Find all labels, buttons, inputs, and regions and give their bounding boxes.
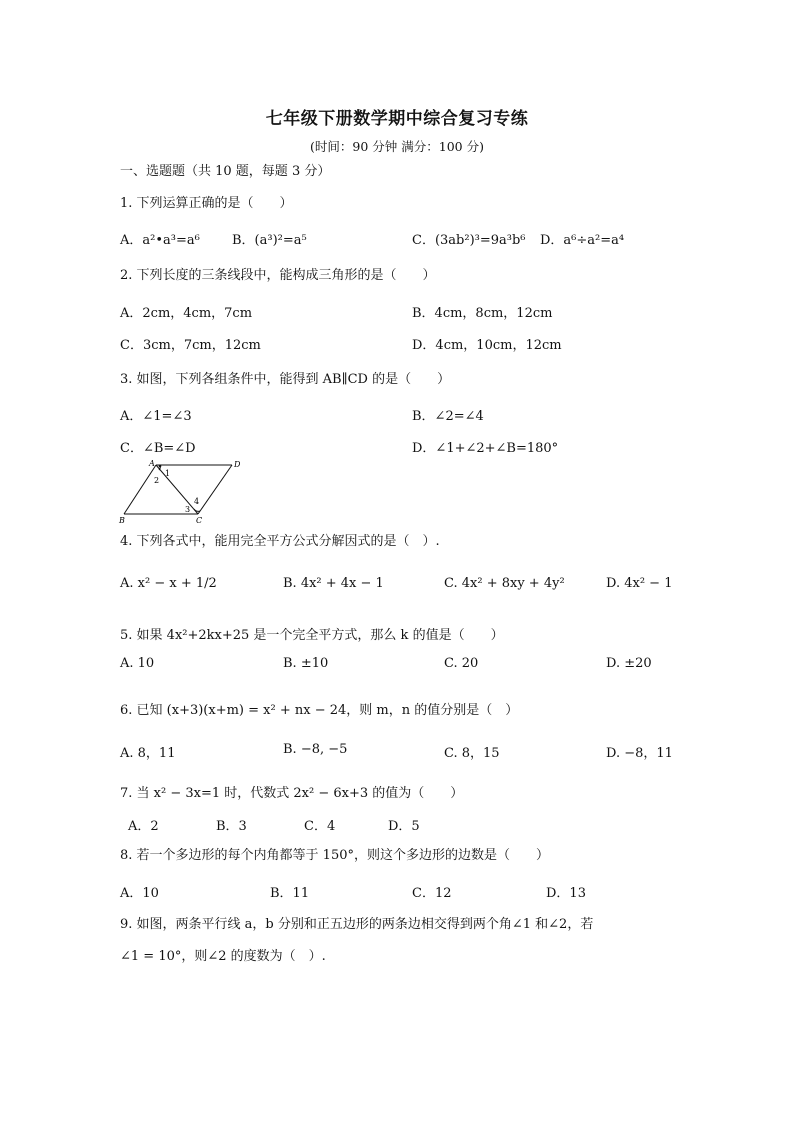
segment-ab (124, 465, 156, 514)
question-8-option-a: A．10 (120, 886, 159, 901)
question-2-option-b: B．4cm，8cm，12cm (412, 306, 553, 321)
question-7-option-d: D．5 (388, 819, 420, 834)
label-b: B (119, 516, 125, 525)
question-1-option-b: B．(a³)²=a⁵ (232, 233, 307, 248)
question-8-option-d: D．13 (546, 886, 586, 901)
question-3-option-b: B．∠2=∠4 (412, 409, 484, 424)
question-8-option-c: C．12 (412, 886, 452, 901)
question-2-option-d: D．4cm，10cm，12cm (412, 338, 562, 353)
question-5-option-d: D. ±20 (606, 656, 652, 671)
question-7-option-b: B．3 (216, 819, 247, 834)
question-6-option-c: C. 8，15 (444, 746, 500, 761)
question-5-option-a: A. 10 (120, 656, 155, 671)
question-3-stem: 3. 如图，下列各组条件中，能得到 AB∥CD 的是（ ） (120, 372, 451, 387)
question-3-option-d: D．∠1+∠2+∠B=180° (412, 441, 559, 456)
question-5-option-c: C. 20 (444, 656, 479, 671)
question-3-option-c: C．∠B=∠D (120, 441, 196, 456)
question-1-option-c: C．(3ab²)³=9a³b⁶ (412, 233, 526, 248)
question-1-stem: 1. 下列运算正确的是（ ） (120, 196, 293, 211)
question-6-option-d: D. −8，11 (606, 746, 673, 761)
question-7-option-a: A．2 (128, 819, 159, 834)
section-heading: 一、选题题（共 10 题，每题 3 分） (120, 164, 331, 179)
question-9-stem-line-2: ∠1 = 10°，则∠2 的度数为（ ）. (120, 949, 326, 964)
question-3-figure (116, 456, 256, 526)
label-d: D (234, 460, 241, 469)
question-4-option-a: A. x² − x + 1/2 (120, 576, 217, 591)
question-4-option-d: D. 4x² − 1 (606, 576, 673, 591)
question-2-option-c: C．3cm，7cm，12cm (120, 338, 261, 353)
question-4-stem: 4. 下列各式中，能用完全平方公式分解因式的是（ ）. (120, 534, 440, 549)
label-1: 1 (165, 469, 171, 478)
question-4-option-b: B. 4x² + 4x − 1 (283, 576, 384, 591)
question-1-option-a: A．a²•a³=a⁶ (120, 233, 200, 248)
segment-ac (156, 465, 198, 514)
exam-info: (时间：90 分钟 满分：100 分) (310, 139, 484, 154)
question-8-stem: 8. 若一个多边形的每个内角都等于 150°，则这个多边形的边数是（ ） (120, 848, 549, 863)
question-2-option-a: A．2cm，4cm，7cm (120, 306, 253, 321)
question-6-option-a: A. 8，11 (120, 746, 176, 761)
question-1-option-d: D．a⁶÷a²=a⁴ (540, 233, 625, 248)
question-6-option-b: B. −8, −5 (283, 742, 348, 757)
label-3: 3 (185, 505, 191, 514)
page-title: 七年级下册数学期中综合复习专练 (265, 109, 529, 129)
question-2-stem: 2. 下列长度的三条线段中，能构成三角形的是（ ） (120, 268, 436, 283)
label-2: 2 (154, 476, 160, 485)
question-6-stem: 6. 已知 (x+3)(x+m) = x² + nx − 24，则 m，n 的值分别是（ ） (120, 703, 519, 718)
label-a: A (149, 459, 155, 468)
question-4-option-c: C. 4x² + 8xy + 4y² (444, 576, 565, 591)
question-5-option-b: B. ±10 (283, 656, 329, 671)
question-9-stem: 9. 如图，两条平行线 a，b 分别和正五边形的两条边相交得到两个角∠1 和∠2，若 (120, 917, 594, 932)
question-3-option-a: A．∠1=∠3 (120, 409, 192, 424)
question-7-option-c: C．4 (304, 819, 336, 834)
question-7-stem: 7. 当 x² − 3x=1 时，代数式 2x² − 6x+3 的值为（ ） (120, 786, 464, 801)
segment-cd (198, 465, 232, 514)
label-c: C (196, 516, 203, 525)
label-4: 4 (194, 497, 200, 506)
question-5-stem: 5. 如果 4x²+2kx+25 是一个完全平方式，那么 k 的值是（ ） (120, 628, 504, 643)
question-8-option-b: B．11 (270, 886, 310, 901)
